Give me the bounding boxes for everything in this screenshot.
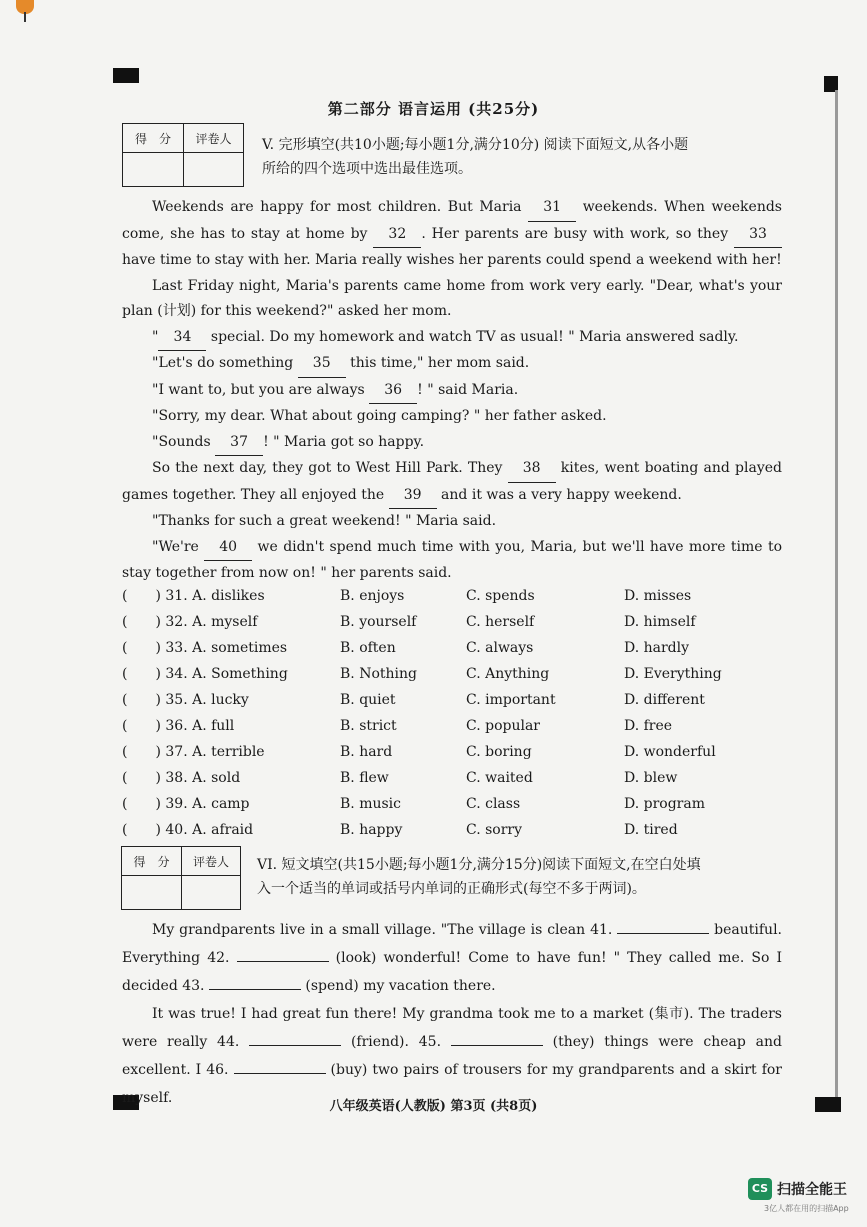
- text-run: So the next day, they got to West Hill Park. They: [152, 460, 508, 476]
- question-stem: ( ) 39. A. camp: [122, 796, 250, 812]
- pushpin-stem: [24, 12, 26, 22]
- score-cell: [122, 876, 182, 910]
- answer-blank[interactable]: [451, 1031, 543, 1046]
- question-stem: ( ) 32. A. myself: [122, 614, 258, 630]
- grader-label: 评卷人: [182, 847, 241, 876]
- answer-blank[interactable]: [234, 1059, 326, 1074]
- option-d: D. himself: [624, 614, 696, 630]
- option-b: B. enjoys: [340, 588, 405, 604]
- option-c: C. waited: [466, 770, 533, 786]
- score-box: [122, 123, 244, 187]
- answer-blank[interactable]: [249, 1031, 341, 1046]
- text-run: (they) things were cheap and excellent. I 46.: [122, 1034, 782, 1078]
- grader-label: 评卷人: [184, 124, 244, 153]
- text-run: have time to stay with her. Maria really wishes her parents could spend a weekend with her!: [122, 252, 782, 268]
- question-stem: ( ) 33. A. sometimes: [122, 640, 288, 656]
- blank-number: 35: [298, 351, 346, 378]
- text-run: (friend). 45.: [341, 1034, 451, 1050]
- question-stem: ( ) 36. A. full: [122, 718, 235, 734]
- score-label: 得 分: [123, 124, 184, 153]
- text-run: this time," her mom said.: [345, 355, 530, 371]
- heading-line: VI. 短文填空(共15小题;每小题1分,满分15分)阅读下面短文,在空白处填: [257, 857, 701, 873]
- text-run: we didn't spend much time with you, Maria, but we'll have more time to stay together from now on! " her parents said.: [122, 538, 783, 581]
- text-run: special. Do my homework and watch TV as usual! " Maria answered sadly.: [206, 328, 739, 345]
- option-c: C. class: [466, 796, 521, 812]
- paragraph: [122, 916, 782, 1000]
- text-run: . Her parents are busy with work, so they: [421, 225, 734, 242]
- option-d: D. program: [624, 796, 705, 812]
- question-stem: ( ) 40. A. afraid: [122, 822, 254, 838]
- heading-line: V. 完形填空(共10小题;每小题1分,满分10分) 阅读下面短文,从各小题: [262, 137, 689, 153]
- option-d: D. tired: [624, 822, 678, 838]
- option-c: C. sorry: [466, 822, 523, 838]
- option-d: D. free: [624, 718, 673, 734]
- option-d: D. blew: [624, 770, 678, 786]
- option-d: D. wonderful: [624, 744, 716, 760]
- option-c: C. always: [466, 640, 534, 656]
- option-d: D. different: [624, 692, 705, 708]
- blank-number: 39: [389, 483, 437, 510]
- question-stem: ( ) 38. A. sold: [122, 770, 241, 786]
- cloze-passage: [122, 195, 782, 587]
- score-box: [121, 846, 241, 910]
- section-title: 第二部分 语言运用 (共25分): [327, 100, 540, 118]
- text-run: and it was a very happy weekend.: [436, 486, 682, 503]
- blank-number: 32: [373, 222, 421, 249]
- option-b: B. quiet: [340, 692, 396, 708]
- paragraph: [122, 535, 782, 587]
- answer-blank[interactable]: [617, 919, 709, 934]
- question-stem: ( ) 35. A. lucky: [122, 692, 249, 708]
- page-footer: 八年级英语(人教版) 第3页 (共8页): [329, 1099, 538, 1114]
- option-c: C. important: [466, 692, 556, 708]
- question-stem: ( ) 37. A. terrible: [122, 744, 265, 760]
- text-run: Weekends are happy for most children. But Maria: [152, 199, 529, 215]
- blank-number: 38: [508, 456, 556, 483]
- text-run: kites, went boating and played games together. They all enjoyed the: [122, 460, 782, 503]
- text-run: ! " Maria got so happy.: [263, 433, 425, 450]
- text-run: "Sounds: [152, 433, 216, 450]
- option-d: D. Everything: [624, 666, 722, 682]
- paragraph: [122, 351, 782, 378]
- text-run: (look) wonderful! Come to have fun! " They called me. So I decided 43.: [122, 950, 782, 994]
- option-d: D. hardly: [624, 640, 690, 656]
- blank-number: 36: [369, 378, 417, 405]
- text-run: (buy) two pairs of trousers for my grandparents and a skirt for myself.: [122, 1062, 782, 1106]
- paragraph: [122, 274, 782, 325]
- fill-passage: [122, 916, 782, 1112]
- blank-number: 31: [528, 195, 576, 222]
- option-b: B. hard: [340, 744, 393, 760]
- text-run: My grandparents live in a small village. "The village is clean 41.: [152, 922, 618, 938]
- paragraph: [122, 509, 782, 535]
- option-c: C. spends: [466, 588, 535, 604]
- blank-number: 37: [215, 430, 263, 457]
- option-c: C. popular: [466, 718, 540, 734]
- option-d: D. misses: [624, 588, 692, 604]
- option-b: B. flew: [340, 770, 389, 786]
- paragraph: [122, 430, 782, 457]
- score-cell: [123, 153, 184, 187]
- heading-line: 所给的四个选项中选出最佳选项。: [262, 161, 472, 177]
- text-run: Last Friday night, Maria's parents came home from work very early. "Dear, what's your plan (计划) for this weekend?" asked her mom.: [122, 277, 782, 319]
- question-stem: ( ) 34. A. Something: [122, 666, 288, 682]
- text-run: ": [152, 328, 159, 345]
- text-run: "We're: [152, 538, 205, 555]
- camscanner-logo-icon: CS: [748, 1178, 772, 1200]
- text-run: ! " said Maria.: [417, 381, 519, 398]
- paragraph: [122, 404, 782, 430]
- section-6-heading: [257, 853, 701, 901]
- answer-blank[interactable]: [237, 947, 329, 962]
- option-c: C. herself: [466, 614, 535, 630]
- score-label: 得 分: [122, 847, 182, 876]
- scan-mark: [113, 68, 139, 83]
- option-c: C. boring: [466, 744, 532, 760]
- text-run: "I want to, but you are always: [152, 381, 370, 398]
- text-run: (spend) my vacation there.: [300, 978, 496, 994]
- camscanner-tagline: 3亿人都在用的扫描App: [764, 1204, 849, 1213]
- paragraph: [122, 325, 782, 352]
- text-run: beautiful. Everything 42.: [122, 922, 782, 966]
- paragraph: [122, 195, 782, 274]
- text-run: "Thanks for such a great weekend! " Maria said.: [152, 513, 497, 529]
- answer-blank[interactable]: [209, 975, 301, 990]
- option-c: C. Anything: [466, 666, 550, 682]
- blank-number: 33: [734, 222, 782, 249]
- text-run: "Let's do something: [152, 355, 298, 371]
- text-run: It was true! I had great fun there! My grandma took me to a market (集市). The traders were really 44.: [122, 1006, 782, 1050]
- camscanner-name: 扫描全能王: [777, 1182, 847, 1198]
- text-run: "Sorry, my dear. What about going camping? " her father asked.: [152, 408, 607, 424]
- question-stem: ( ) 31. A. dislikes: [122, 588, 265, 604]
- blank-number: 40: [204, 535, 252, 562]
- grader-cell: [184, 153, 244, 187]
- option-b: B. yourself: [340, 614, 417, 630]
- section-5-heading: [262, 133, 688, 181]
- option-b: B. happy: [340, 822, 403, 838]
- option-b: B. often: [340, 640, 396, 656]
- heading-line: 入一个适当的单词或括号内单词的正确形式(每空不多于两词)。: [257, 881, 646, 897]
- paragraph: [122, 378, 782, 405]
- page-edge: [835, 90, 838, 1100]
- blank-number: 34: [158, 325, 206, 352]
- option-b: B. music: [340, 796, 401, 812]
- paragraph: [122, 456, 782, 509]
- option-b: B. strict: [340, 718, 397, 734]
- option-b: B. Nothing: [340, 666, 417, 682]
- grader-cell: [182, 876, 241, 910]
- text-run: weekends. When weekends come, she has to stay at home by: [122, 199, 782, 242]
